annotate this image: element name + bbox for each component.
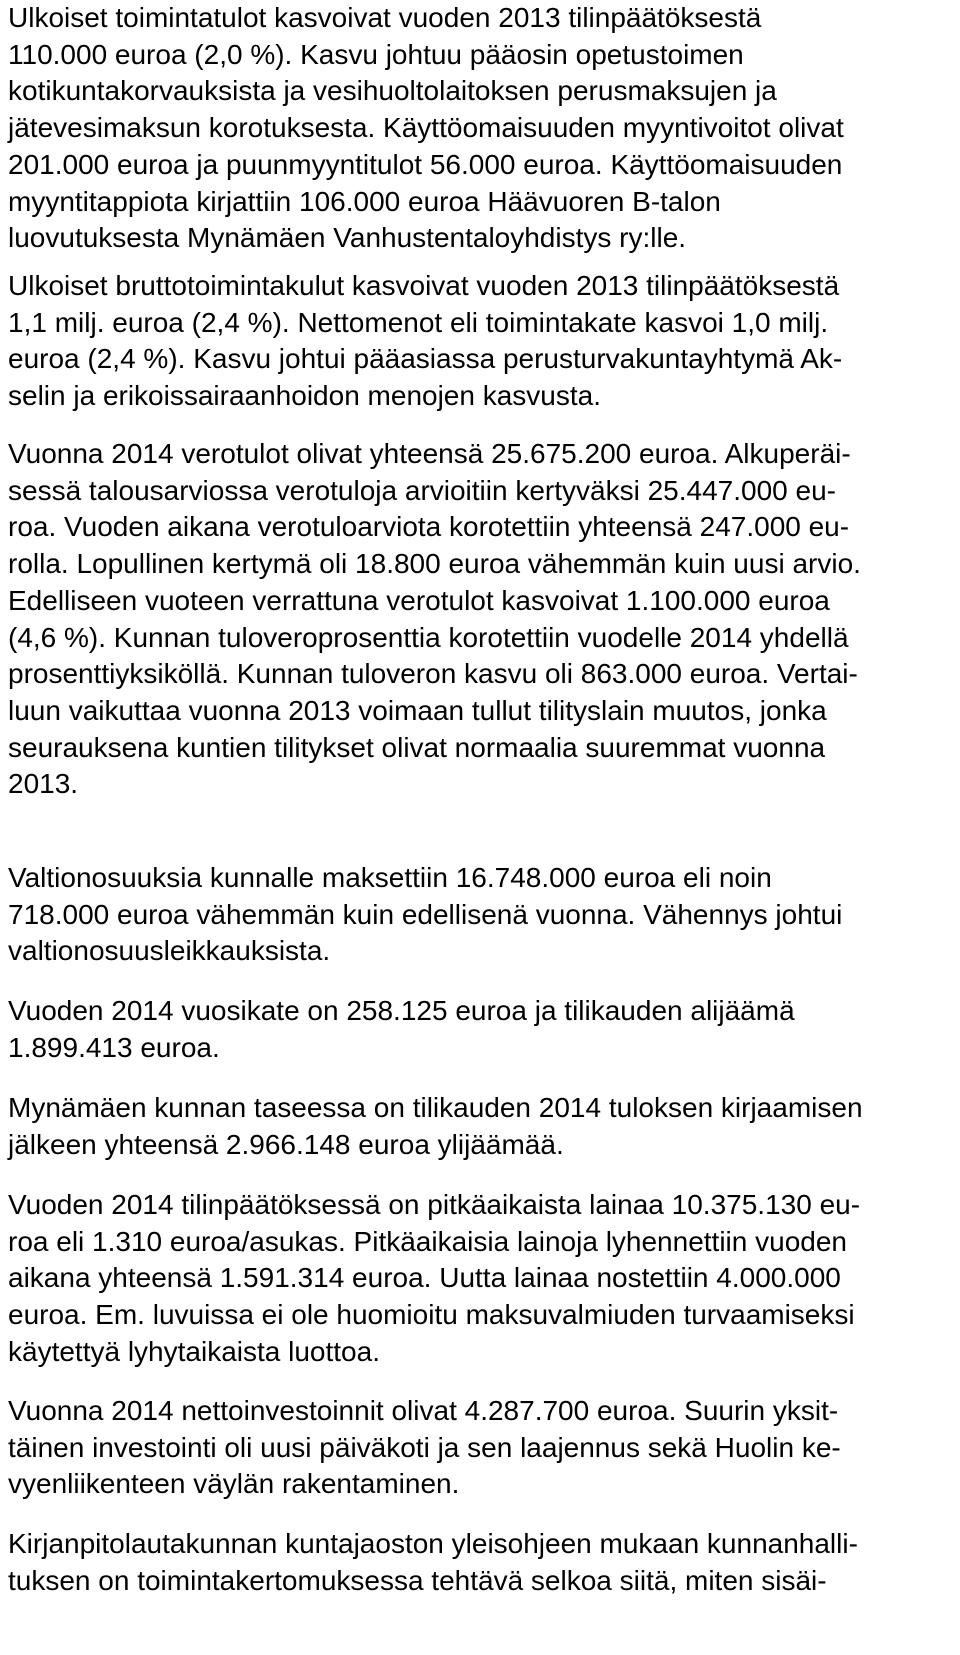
text-line: euroa. Em. luvuissa ei ole huomioitu maksuvalmiuden turvaamiseksi: [8, 1299, 855, 1331]
text-line: Edelliseen vuoteen verrattuna verotulot kasvoivat 1.100.000 euroa: [8, 584, 830, 616]
text-line: jätevesimaksun korotuksesta. Käyttöomaisuuden myyntivoitot olivat: [8, 112, 844, 144]
paragraph-investments: [8, 1393, 841, 1503]
text-line: aikana yhteensä 1.591.314 euroa. Uutta lainaa nostettiin 4.000.000: [8, 1262, 841, 1294]
text-line: kotikuntakorvauksista ja vesihuoltolaitoksen perusmaksujen ja: [8, 75, 777, 107]
text-line: roa eli 1.310 euroa/asukas. Pitkäaikaisia lainoja lyhennettiin vuoden: [8, 1225, 847, 1257]
text-line: jälkeen yhteensä 2.966.148 euroa ylijäämää.: [8, 1128, 564, 1160]
paragraph-balance-sheet: [8, 1090, 863, 1163]
text-line: 110.000 euroa (2,0 %). Kasvu johtuu pääosin opetustoimen: [8, 38, 744, 70]
text-line: Ulkoiset toimintatulot kasvoivat vuoden 2013 tilinpäätöksestä: [8, 2, 762, 33]
text-line: rolla. Lopullinen kertymä oli 18.800 euroa vähemmän kuin uusi arvio.: [8, 548, 861, 580]
text-line: Vuoden 2014 vuosikate on 258.125 euroa ja tilikauden alijäämä: [8, 995, 795, 1026]
text-line: vyenliikenteen väylän rakentaminen.: [8, 1468, 460, 1500]
text-line: täinen investointi oli uusi päiväkoti ja sen laajennus sekä Huolin ke-: [8, 1431, 841, 1463]
text-line: Vuonna 2014 nettoinvestoinnit olivat 4.287.700 euroa. Suurin yksit-: [8, 1395, 839, 1426]
paragraph-annual-margin: [8, 993, 795, 1066]
text-line: käytettyä lyhytaikaista luottoa.: [8, 1335, 380, 1367]
paragraph-loans: [8, 1187, 860, 1371]
text-line: 201.000 euroa ja puunmyyntitulot 56.000 euroa. Käyttöomaisuuden: [8, 148, 843, 180]
text-line: Valtionosuuksia kunnalle maksettiin 16.748.000 euroa eli noin: [8, 862, 772, 893]
text-line: (4,6 %). Kunnan tuloveroprosenttia korotettiin vuodelle 2014 yhdellä: [8, 621, 849, 653]
text-line: 1.899.413 euroa.: [8, 1031, 220, 1063]
text-line: Vuoden 2014 tilinpäätöksessä on pitkäaikaista lainaa 10.375.130 eu-: [8, 1189, 861, 1220]
text-line: luovutuksesta Mynämäen Vanhustentaloyhdistys ry:lle.: [8, 222, 687, 254]
paragraph-internal-control: [8, 1526, 858, 1599]
text-line: selin ja erikoissairaanhoidon menojen kasvusta.: [8, 380, 602, 412]
paragraph-operating-expenses: [8, 268, 842, 415]
text-line: Vuonna 2014 verotulot olivat yhteensä 25.675.200 euroa. Alkuperäi-: [8, 438, 851, 469]
text-line: seurauksena kuntien tilitykset olivat normaalia suuremmat vuonna: [8, 731, 826, 763]
paragraph-tax-revenue: [8, 436, 861, 803]
text-line: Kirjanpitolautakunnan kuntajaoston yleisohjeen mukaan kunnanhalli-: [8, 1528, 858, 1559]
text-line: 2013.: [8, 768, 79, 800]
text-line: luun vaikuttaa vuonna 2013 voimaan tullut tilityslain muutos, jonka: [8, 694, 827, 726]
text-line: 1,1 milj. euroa (2,4 %). Nettomenot eli toimintakate kasvoi 1,0 milj.: [8, 306, 829, 338]
text-line: myyntitappiota kirjattiin 106.000 euroa Häävuoren B-talon: [8, 185, 721, 217]
paragraph-state-subsidies: [8, 860, 842, 970]
text-line: euroa (2,4 %). Kasvu johtui pääasiassa perusturvakuntayhtymä Ak-: [8, 343, 843, 375]
text-line: prosenttiyksiköllä. Kunnan tuloveron kasvu oli 863.000 euroa. Vertai-: [8, 658, 858, 690]
text-line: 718.000 euroa vähemmän kuin edellisenä vuonna. Vähennys johtui: [8, 898, 843, 930]
text-line: Ulkoiset bruttotoimintakulut kasvoivat vuoden 2013 tilinpäätöksestä: [8, 270, 840, 301]
text-line: roa. Vuoden aikana verotuloarviota korotettiin yhteensä 247.000 eu-: [8, 511, 850, 543]
text-line: tuksen on toimintakertomuksessa tehtävä selkoa siitä, miten sisäi-: [8, 1564, 827, 1596]
text-line: valtionosuusleikkauksista.: [8, 935, 331, 967]
text-line: sessä talousarviossa verotuloja arvioitiin kertyväksi 25.447.000 eu-: [8, 474, 836, 506]
text-line: Mynämäen kunnan taseessa on tilikauden 2014 tuloksen kirjaamisen: [8, 1092, 863, 1123]
paragraph-operating-income: [8, 0, 844, 257]
